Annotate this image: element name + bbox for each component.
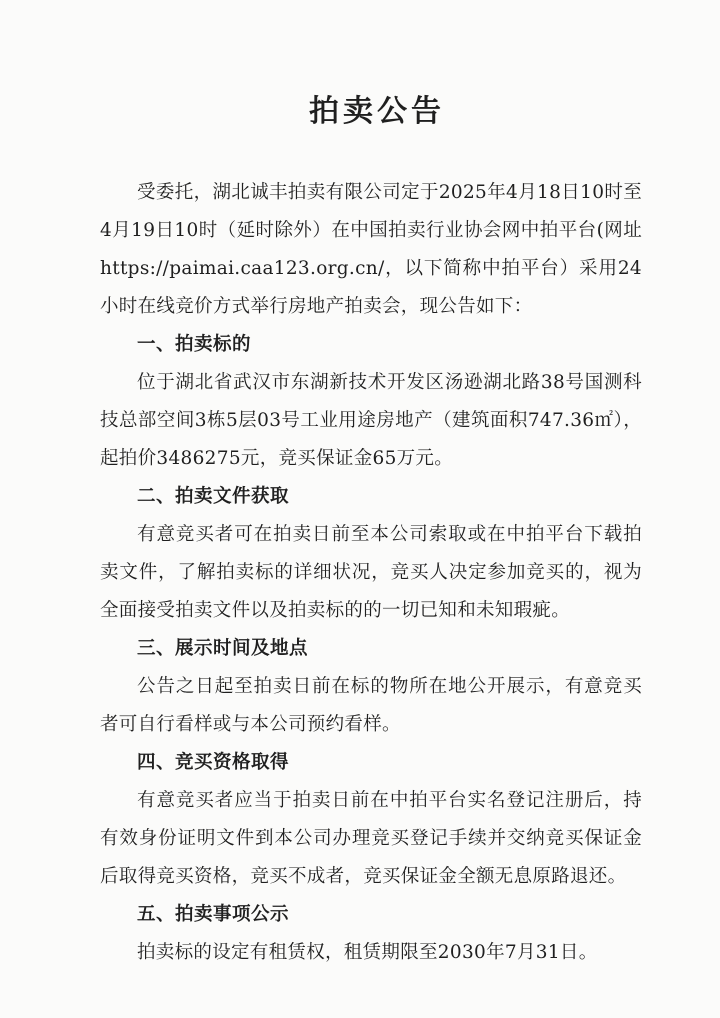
section-body-display-time: 公告之日起至拍卖日前在标的物所在地公开展示，有意竞买者可自行看样或与本公司预约看样。 [100, 676, 642, 735]
section-heading-bidder-qualification: 四、竞买资格取得 [137, 752, 290, 773]
section-heading-document-acquisition: 二、拍卖文件获取 [137, 486, 290, 507]
page-title: 拍卖公告 [309, 94, 445, 129]
intro-paragraph: 受委托，湖北诚丰拍卖有限公司定于2025年4月18日10时至4月19日10时（延时除外）在中国拍卖行业协会网中拍平台(网址 https://paimai.caa123.org.cn/，以下简称中拍平台）采用24小时在线竞价方式举行房地产拍卖会，现公告如下： [100, 182, 642, 317]
section-heading-auction-subject: 一、拍卖标的 [137, 334, 252, 355]
section-body-auction-notice: 拍卖标的设定有租赁权，租赁期限至2030年7月31日。 [137, 942, 598, 963]
section-body-document-acquisition: 有意竞买者可在拍卖日前至本公司索取或在中拍平台下载拍卖文件，了解拍卖标的详细状况，竞买人决定参加竞买的，视为全面接受拍卖文件以及拍卖标的的一切已知和未知瑕疵。 [100, 524, 642, 621]
section-heading-auction-notice: 五、拍卖事项公示 [137, 904, 290, 925]
section-heading-display-time: 三、展示时间及地点 [137, 638, 309, 659]
section-body-auction-subject: 位于湖北省武汉市东湖新技术开发区汤逊湖北路38号国测科技总部空间3栋5层03号工业用途房地产（建筑面积747.36㎡），起拍价3486275元，竞买保证金65万元。 [100, 372, 642, 469]
section-body-bidder-qualification: 有意竞买者应当于拍卖日前在中拍平台实名登记注册后，持有效身份证明文件到本公司办理竞买登记手续并交纳竞买保证金后取得竞买资格，竞买不成者，竞买保证金全额无息原路退还。 [100, 790, 642, 887]
